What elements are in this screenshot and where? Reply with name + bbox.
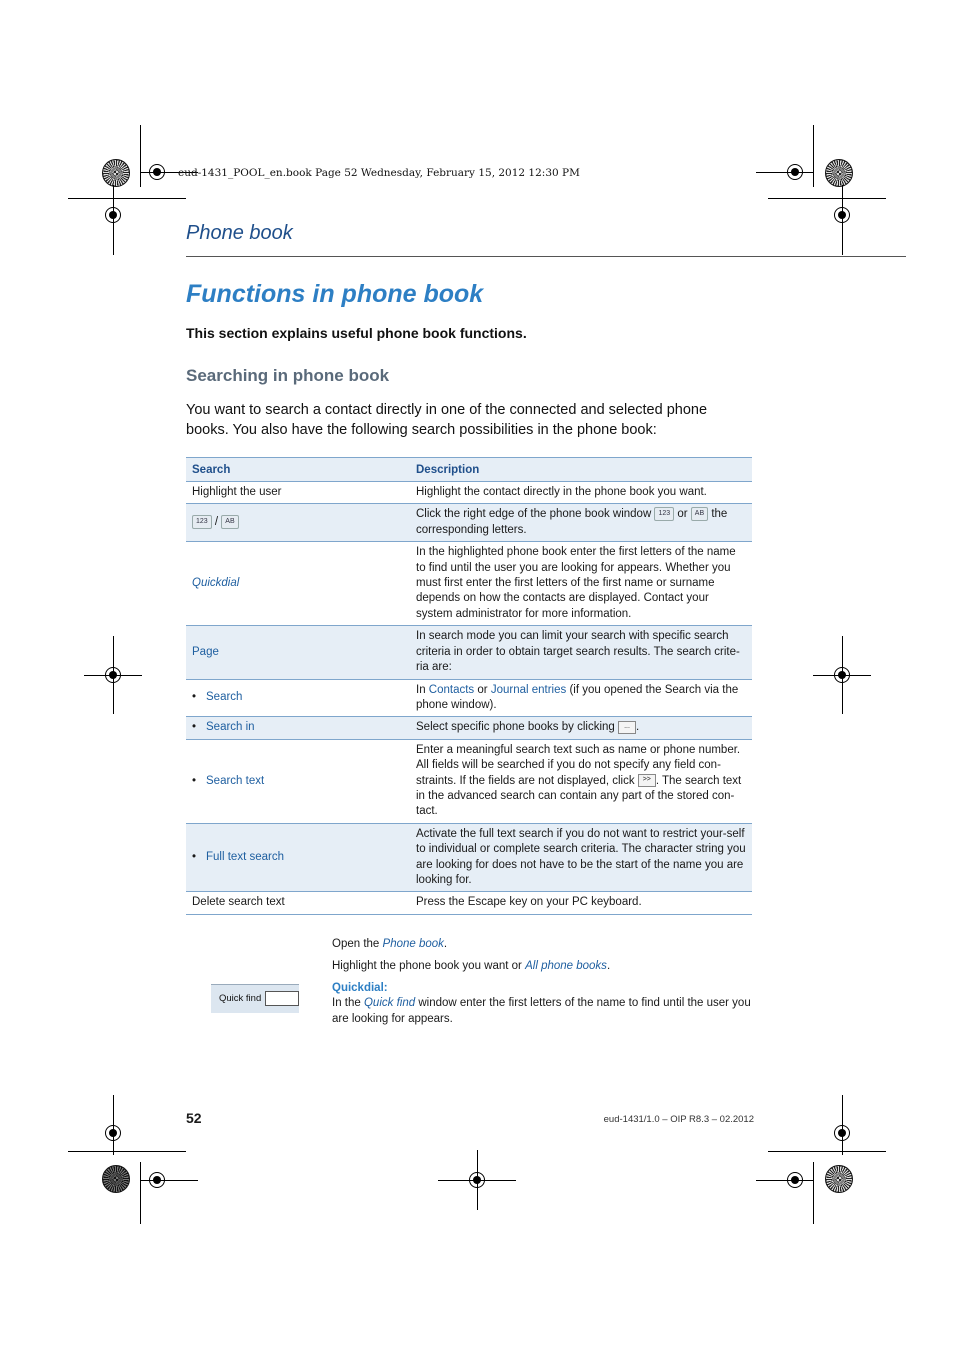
description-cell: In search mode you can limit your search with specific search criteria in order to obtain target search results. The search crite-ria are: <box>410 626 752 679</box>
table-row <box>186 739 752 823</box>
lead-text: This section explains useful phone book functions. <box>186 325 527 341</box>
table-row <box>186 717 752 739</box>
description-cell: Click the right edge of the phone book window 123 or AB the corresponding letters. <box>410 504 752 542</box>
footer-code: eud-1431/1.0 – OIP R8.3 – 02.2012 <box>603 1114 754 1125</box>
table-row <box>186 626 752 679</box>
description-cell: In the highlighted phone book enter the first letters of the name to find until the user you are looking for appears. Whether you must first enter the first letters of the first name or surname depends on how the contacts are displayed. Contact your system administrator for more information. <box>410 542 752 626</box>
quick-find-link: Quick find <box>363 997 416 1010</box>
quickdial-title: Quickdial: <box>332 982 388 994</box>
color-bar-icon <box>825 1165 853 1193</box>
color-bar-icon <box>102 1165 130 1193</box>
step-open: Open the Phone book. <box>332 938 448 950</box>
table-row <box>186 679 752 717</box>
intro-paragraph: You want to search a contact directly in one of the connected and selected phone books. You also have the following search possibilities in the phone book: <box>186 402 708 438</box>
search-options-table <box>186 457 752 915</box>
phone-book-link: Phone book <box>382 938 444 950</box>
search-cell: 123 / AB <box>186 504 410 542</box>
alpha-index-icon: AB <box>691 507 708 521</box>
search-cell: Quickdial <box>186 542 410 626</box>
browse-button-icon: ... <box>618 721 636 734</box>
alpha-index-icon: AB <box>221 515 238 529</box>
search-cell: • Full text search <box>186 823 410 892</box>
numeric-index-icon: 123 <box>654 507 674 521</box>
search-cell: Delete search text <box>186 892 410 914</box>
quick-find-screenshot <box>211 984 299 1013</box>
description-cell: Press the Escape key on your PC keyboard. <box>410 892 752 914</box>
search-cell: Page <box>186 626 410 679</box>
journal-entries-link: Journal entries <box>490 683 567 696</box>
contacts-link: Contacts <box>428 683 475 696</box>
numeric-index-icon: 123 <box>192 515 212 529</box>
quick-find-input <box>265 991 299 1006</box>
all-phone-books-link: All phone books <box>525 960 607 972</box>
description-cell: Select specific phone books by clicking ... . <box>410 717 752 739</box>
table-row <box>186 823 752 892</box>
table-row <box>186 504 752 542</box>
search-cell: • Search in <box>186 717 410 739</box>
table-row <box>186 542 752 626</box>
color-bar-icon <box>825 159 853 187</box>
step-highlight: Highlight the phone book you want or All phone books. <box>332 960 611 972</box>
color-bar-icon <box>102 159 130 187</box>
description-cell: In Contacts or Journal entries (if you opened the Search via the phone window). <box>410 679 752 717</box>
table-row <box>186 482 752 504</box>
table-header-row <box>186 458 752 482</box>
book-header: eud-1431_POOL_en.book Page 52 Wednesday, February 15, 2012 12:30 PM <box>178 167 580 179</box>
section-header: Phone book <box>186 222 293 244</box>
search-cell: • Search text <box>186 739 410 823</box>
quick-find-label: Quick find <box>219 993 262 1004</box>
description-cell: Enter a meaningful search text such as name or phone number. All fields will be searched if you do not specify any field con-straints. If the fields are not displayed, click >> . The search text in the advanced search can contain any part of the stored con-tact. <box>410 739 752 823</box>
page-number: 52 <box>186 1110 202 1126</box>
expand-fields-icon: >> <box>638 774 656 787</box>
description-cell: Activate the full text search if you do not want to restrict your-self to individual or complete search criteria. The character string you are looking for does not have to be the start of the name you are looking for. <box>410 823 752 892</box>
page-title: Functions in phone book <box>186 280 484 308</box>
search-cell: • Search <box>186 679 410 717</box>
step-quickdial: Quickdial: In the Quick find window enter the first letters of the name to find until the user you are looking for appears. <box>332 982 751 1025</box>
subheading: Searching in phone book <box>186 366 390 385</box>
description-cell: Highlight the contact directly in the phone book you want. <box>410 482 752 504</box>
table-row <box>186 892 752 914</box>
header-rule <box>186 256 906 257</box>
search-cell: Highlight the user <box>186 482 410 504</box>
column-header-search: Search <box>186 458 410 482</box>
column-header-description: Description <box>410 458 752 482</box>
